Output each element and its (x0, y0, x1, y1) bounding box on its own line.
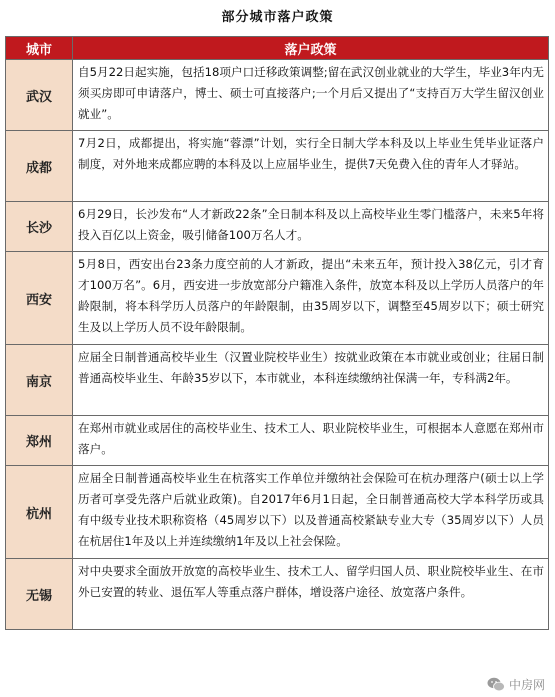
city-cell: 杭州 (6, 466, 73, 559)
header-city: 城市 (6, 37, 73, 60)
table-row (6, 202, 549, 252)
city-cell: 南京 (6, 345, 73, 416)
city-cell: 长沙 (6, 202, 73, 252)
watermark (487, 676, 545, 693)
watermark-text: 中房网 (508, 678, 545, 692)
city-cell: 郑州 (6, 416, 73, 466)
city-cell: 武汉 (6, 60, 73, 131)
table-row (6, 416, 549, 466)
wechat-icon (487, 677, 505, 692)
policy-cell: 6月29日，长沙发布“人才新政22条”全日制本科及以上高校毕业生零门槛落户，未来5年将投入百亿以上资金，吸引储备100万名人才。 (73, 202, 549, 252)
policy-cell: 对中央要求全面放开放宽的高校毕业生、技术工人、留学归国人员、职业院校毕业生、在市外已安置的转业、退伍军人等重点落户群体，增设落户途径、放宽落户条件。 (73, 559, 549, 630)
table-row (6, 559, 549, 630)
city-cell: 无锡 (6, 559, 73, 630)
table-row (6, 345, 549, 416)
header-policy: 落户政策 (73, 37, 549, 60)
policy-table (5, 36, 549, 630)
policy-cell: 自5月22日起实施，包括18项户口迁移政策调整;留在武汉创业就业的大学生，毕业3年内无须买房即可申请落户，博士、硕士可直接落户;一个月后又提出了“支持百万大学生留汉创业就业”。 (73, 60, 549, 131)
policy-cell: 应届全日制普通高校毕业生在杭落实工作单位并缴纳社会保险可在杭办理落户(硕士以上学历者可享受先落户后就业政策)。自2017年6月1日起，全日制普通高校大学本科学历或具有中级专业技术职称资格（45周岁以下）以及普通高校紧缺专业大专（35周岁以下）人员在杭居住1年及以上并连续缴纳1年及以上社会保险。 (73, 466, 549, 559)
table-row (6, 466, 549, 559)
policy-cell: 应届全日制普通高校毕业生（汉置业院校毕业生）按就业政策在本市就业或创业；往届日制普通高校毕业生、年龄35岁以下，本市就业，本科连续缴纳社保满一年，专科满2年。 (73, 345, 549, 416)
table-row (6, 252, 549, 345)
policy-cell: 5月8日，西安出台23条力度空前的人才新政，提出“未来五年，预计投入38亿元，引才育才100万名”。6月，西安进一步放宽部分户籍准入条件，放宽本科及以上学历人员落户的年龄限制，将本科学历人员落户的年龄限制，由35周岁以下，调整至45周岁以下；硕士研究生及以上学历人员不设年龄限制。 (73, 252, 549, 345)
table-row (6, 131, 549, 202)
page-title: 部分城市落户政策 (221, 10, 334, 25)
table-row (6, 60, 549, 131)
policy-cell: 7月2日，成都提出，将实施“蓉漂”计划，实行全日制大学本科及以上毕业生凭毕业证落户制度，对外地来成都应聘的本科及以上应届毕业生，提供7天免费入住的青年人才驿站。 (73, 131, 549, 202)
policy-cell: 在郑州市就业或居住的高校毕业生、技术工人、职业院校毕业生，可根据本人意愿在郑州市落户。 (73, 416, 549, 466)
city-cell: 成都 (6, 131, 73, 202)
city-cell: 西安 (6, 252, 73, 345)
table-header-row (6, 37, 549, 60)
